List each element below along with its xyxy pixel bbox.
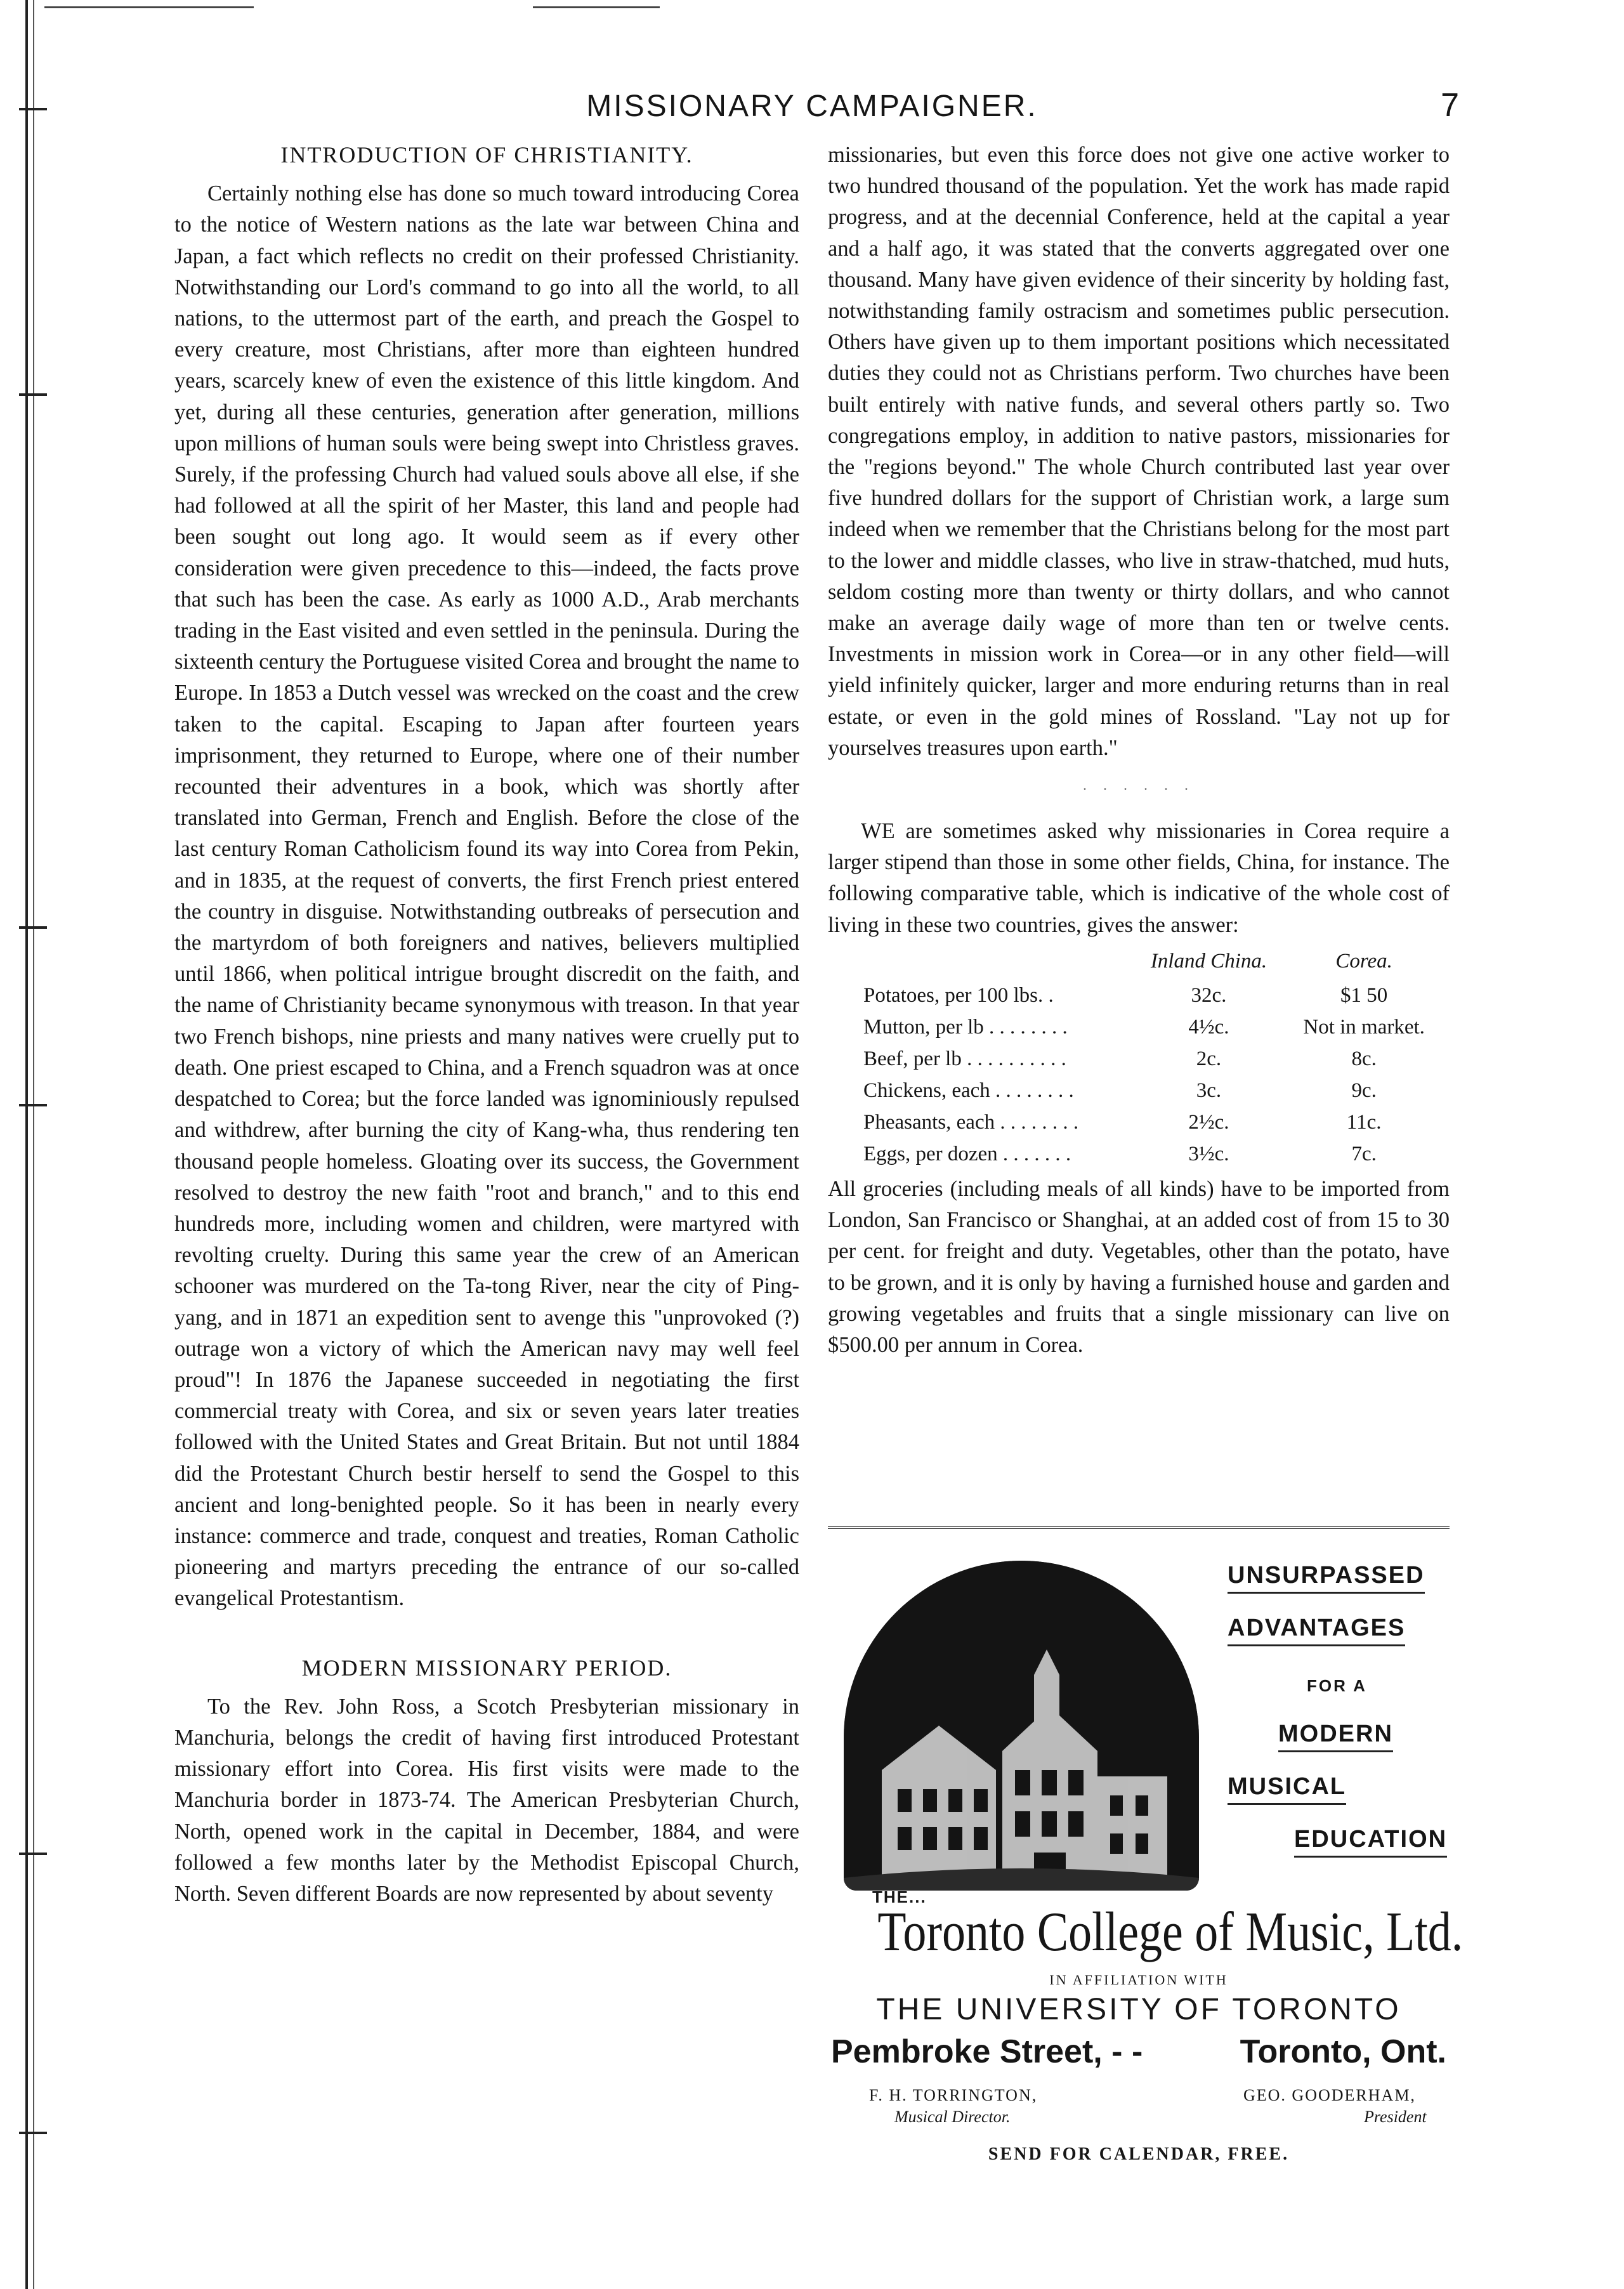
table-cell-item: Chickens, each . . . . . . . . — [863, 1079, 1074, 1103]
ad-director-role: Musical Director. — [894, 2108, 1011, 2126]
section-heading-introduction: INTRODUCTION OF CHRISTIANITY. — [280, 142, 693, 167]
table-cell-china: 2c. — [1196, 1047, 1222, 1071]
table-cell-corea: 8c. — [1351, 1047, 1377, 1071]
binding-tick — [19, 1104, 47, 1106]
table-cell-corea: 9c. — [1351, 1079, 1377, 1103]
binding-edge-line-thin — [33, 0, 34, 2289]
ad-word-unsurpassed: UNSURPASSED — [1228, 1562, 1425, 1594]
table-cell-china: 32c. — [1191, 984, 1227, 1007]
table-cell-item: Beef, per lb . . . . . . . . . . — [863, 1047, 1066, 1071]
separator-dots: . . . . . . — [1083, 777, 1195, 794]
advertisement-rule — [828, 1526, 1450, 1529]
ad-word-musical: MUSICAL — [1228, 1773, 1346, 1805]
body-paragraph: WE are sometimes asked why missionaries in Corea require a larger stipend than those in some other fields, China, for instance. The following comparative table, which is indicative of the whole cost of living in these two countries, gives the answer: — [828, 819, 1450, 937]
scan-top-dash — [533, 6, 660, 8]
table-row — [860, 980, 1443, 1011]
binding-tick — [19, 926, 47, 929]
right-column — [828, 140, 1450, 1361]
table-cell-item: Pheasants, each . . . . . . . . — [863, 1111, 1079, 1134]
page-number: 7 — [1441, 87, 1459, 124]
scan-top-dash — [44, 6, 254, 8]
table-cell-corea: Not in market. — [1303, 1016, 1425, 1039]
section-gap — [174, 1615, 799, 1653]
section-heading-modern-period: MODERN MISSIONARY PERIOD. — [301, 1655, 672, 1681]
ad-word-education: EDUCATION — [1294, 1826, 1447, 1858]
table-cell-corea: $1 50 — [1340, 984, 1388, 1007]
ad-word-modern: MODERN — [1278, 1721, 1393, 1752]
table-cell-china: 3½c. — [1188, 1143, 1229, 1166]
ad-college-name: Toronto College of Music, Ltd. — [877, 1901, 1464, 1963]
table-cell-china: 4½c. — [1188, 1016, 1229, 1039]
ad-president-name: GEO. GOODERHAM, — [1243, 2086, 1416, 2104]
building-illustration — [844, 1561, 1199, 1891]
ad-president-role: President — [1364, 2108, 1427, 2126]
table-cell-china: 2½c. — [1188, 1111, 1229, 1134]
ad-street: Pembroke Street, - - — [831, 2033, 1143, 2070]
table-header-cell — [860, 946, 1133, 980]
binding-tick — [19, 108, 47, 110]
table-header-row — [860, 946, 1443, 980]
binding-edge-line — [25, 0, 28, 2289]
ad-word-advantages: ADVANTAGES — [1228, 1615, 1405, 1646]
table-row — [860, 1043, 1443, 1075]
college-building-engraving — [844, 1561, 1199, 1891]
cost-comparison-table — [860, 946, 1443, 1170]
ad-director-name: F. H. TORRINGTON, — [869, 2086, 1038, 2104]
table-header-cell: Inland China. — [1150, 949, 1267, 973]
body-paragraph: All groceries (including meals of all kinds) have to be imported from London, San Francisco or Shanghai, at an added cost of from 15 to 30 per cent. for freight and duty. Vegetables, other than the potato, have to be grown, and it is only by having a furnished house and garden and growing vegetables and fruits that a single missionary can live on $500.00 per annum in Corea. — [828, 1177, 1450, 1358]
table-row — [860, 1075, 1443, 1106]
ad-university: THE UNIVERSITY OF TORONTO — [876, 1993, 1401, 2026]
body-paragraph: To the Rev. John Ross, a Scotch Presbyterian missionary in Manchuria, belongs the credit of having first introduced Protestant missionary effort into Corea. His first visits were made to the Manchuria border in 1873-74. The American Presbyterian Church, North, opened work in the capital in December, 1884, and were followed a few months later by the Methodist Episcopal Church, North. Seven different Boards are now represented by about seventy — [174, 1694, 799, 1906]
body-paragraph: missionaries, but even this force does not give one active worker to two hundred thousand of the population. Yet the work has made rapid progress, and at the decennial Conference, held at the capital a year and a half ago, it was stated that the converts aggregated over one thousand. Many have given evidence of their sincerity by holding fast, notwithstanding family ostracism and sometimes public persecution. Others have given up to them important positions which necessitated duties they could not as Christians perform. Two churches have been built entirely with native funds, and several others partly so. Two congregations employ, in addition to native pastors, missionaries for the "regions beyond." The whole Church contributed last year over five hundred dollars for the support of Christian work, a large sum indeed when we remember that the Christians belong for the most part to the lower and middle classes, who live in straw-thatched, mud huts, seldom costing more than twenty or thirty dollars, and who cannot make an average daily wage of more than ten or twelve cents. Investments in mission work in Corea—or in any other field—will yield infinitely quicker, larger and more enduring returns than in real estate, or even in the gold mines of Rossland. "Lay not up for yourselves treasures upon earth." — [828, 143, 1450, 760]
running-title: MISSIONARY CAMPAIGNER. — [586, 89, 1038, 123]
table-cell-corea: 11c. — [1346, 1111, 1382, 1134]
table-cell-corea: 7c. — [1351, 1143, 1377, 1166]
table-cell-item: Potatoes, per 100 lbs. . — [863, 984, 1054, 1007]
ad-word-for-a: FOR A — [1307, 1676, 1367, 1695]
ad-send-for-calendar: SEND FOR CALENDAR, FREE. — [988, 2144, 1290, 2164]
table-cell-china: 3c. — [1196, 1079, 1222, 1103]
table-row — [860, 1106, 1443, 1138]
table-row — [860, 1011, 1443, 1043]
binding-tick — [19, 2132, 47, 2134]
table-row — [860, 1138, 1443, 1170]
table-cell-item: Mutton, per lb . . . . . . . . — [863, 1016, 1068, 1039]
binding-tick — [19, 1853, 47, 1855]
left-column — [174, 140, 799, 1910]
binding-tick — [19, 393, 47, 396]
ad-city: Toronto, Ont. — [1240, 2033, 1446, 2070]
table-header-cell: Corea. — [1335, 949, 1392, 973]
body-paragraph: Certainly nothing else has done so much toward introducing Corea to the notice of Western nations as the late war between China and Japan, a fact which reflects no credit on their professed Christianity. Notwithstanding our Lord's command to go into all the world, to all nations, to the uttermost part of the earth, and preach the Gospel to every creature, most Christians, after more than eighteen hundred years, scarcely knew of even the existence of this little kingdom. And yet, during all these centuries, generation after generation, millions upon millions of human souls were being swept into Christless graves. Surely, if the professing Church had valued souls above all else, if she had followed at all the spirit of her Master, this land and people had been sought out long ago. It would seem as if every other consideration were given precedence to this—indeed, the facts prove that such has been the case. As early as 1000 A.D., Arab merchants trading in the East visited and even settled in the peninsula. During the sixteenth century the Portuguese visited Corea and brought the name to Europe. In 1853 a Dutch vessel was wrecked on the coast and the crew taken to the capital. Escaping to Japan after fourteen years imprisonment, they returned to Europe, where one of their number recounted their adventures in a book, which was shortly after translated into German, French and English. Before the close of the last century Roman Catholicism found its way into Corea from Pekin, and in 1835, at the request of converts, the first French priest entered the country in disguise. Notwithstanding outbreaks of persecution and the martyrdom of both foreigners and natives, believers multiplied until 1866, when political intrigue brought discredit on the faith, and the name of Christianity became synonymous with treason. In that year two French bishops, nine priests and many natives were cruelly put to death. One priest escaped to China, and a French squadron was at once despatched to Corea; but the force landed was ignominiously repulsed and withdrew, after burning the city of Kang-wha, thus rendering ten thousand people homeless. Gloating over its success, the Government resolved to destroy the new faith "root and branch," and to this end hundreds more, including women and children, were martyred with revolting cruelty. During this same year the crew of an American schooner was murdered on the Ta-tong River, near the city of Ping-yang, and in 1871 an expedition sent to avenge this "unprovoked (?) outrage won a victory of which the American navy may well feel proud"! In 1876 the Japanese succeeded in negotiating the first commercial treaty with Corea, and six or seven years later treaties followed with the United States and Great Britain. But not until 1884 did the Protestant Church bestir herself to send the Gospel to this ancient and long-benighted people. So it has been in nearly every instance: commerce and trade, conquest and treaties, Roman Catholic pioneering and martyrs preceding the entrance of our so-called evangelical Protestantism. — [174, 181, 799, 1611]
ad-affiliation: IN AFFILIATION WITH — [1049, 1972, 1228, 1988]
ad-the: THE... — [872, 1887, 927, 1906]
table-cell-item: Eggs, per dozen . . . . . . . — [863, 1143, 1071, 1166]
